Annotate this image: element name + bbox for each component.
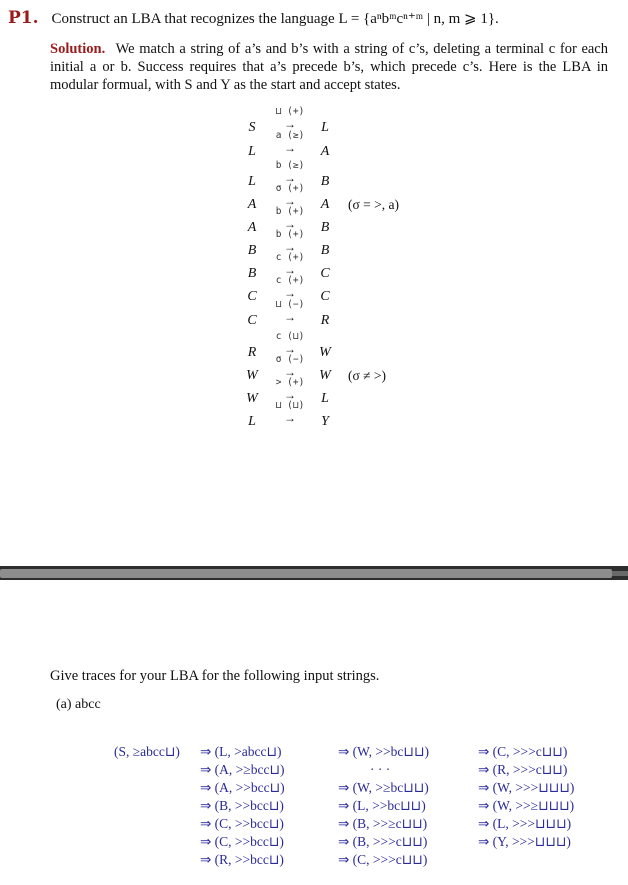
transition-from-state: B	[247, 266, 257, 281]
trace-line: ⇒ (W, >>bc⊔⊔)	[338, 744, 429, 759]
trace-line: ⇒ (R, >>bcc⊔)	[200, 852, 284, 867]
transition-row	[0, 229, 628, 261]
trace-line: ⇒ (L, >abcc⊔)	[200, 744, 282, 759]
transition-label: ⊔ (−)	[275, 299, 305, 310]
transition-to-state: Y	[321, 414, 329, 429]
trace-line: ⇒ (B, >>≥c⊔⊔)	[338, 816, 428, 831]
trace-line: ⇒ (C, >>bcc⊔)	[200, 834, 284, 849]
problem-statement: Construct an LBA that recognizes the language L = {aⁿbᵐcⁿ⁺ᵐ | n, m ⩾ 1}.	[51, 11, 499, 27]
transition-from-state: A	[247, 197, 257, 212]
scrollbar-thumb[interactable]	[0, 569, 612, 578]
trace-line: ⇒ (L, >>bc⊔⊔)	[338, 798, 426, 813]
transition-row	[0, 106, 628, 138]
trace-line: ⇒ (L, >>>⊔⊔⊔)	[478, 816, 572, 831]
transition-label: ⊔ (⊔)	[275, 400, 305, 411]
transition-arrow-icon: →	[284, 310, 296, 324]
transition-note: (σ = >, a)	[348, 197, 399, 212]
transition-from-state: S	[248, 120, 256, 135]
transition-row	[0, 377, 628, 409]
transition-label: > (+)	[275, 377, 305, 388]
trace-line: ⇒ (C, >>>c⊔⊔)	[478, 744, 568, 759]
transition-label: b (+)	[275, 229, 305, 240]
transition-to-state: B	[320, 243, 330, 258]
transition-row	[0, 252, 628, 284]
transition-to-state: B	[320, 174, 330, 189]
transition-label: c (+)	[275, 252, 305, 263]
transition-to-state: W	[319, 368, 331, 383]
transition-from-state: W	[246, 368, 258, 383]
transition-arrow-icon: →	[284, 342, 296, 356]
transition-from-state: L	[248, 144, 256, 159]
solution-paragraph	[50, 40, 608, 94]
transition-row	[0, 331, 628, 363]
transition-row	[0, 183, 628, 215]
problem-header	[8, 8, 618, 28]
transition-label: b (≥)	[275, 160, 305, 171]
part-a-label: (a) abcc	[56, 697, 101, 712]
trace-line: ⇒ (R, >>>c⊔⊔)	[478, 762, 568, 777]
trace-line: ⇒ (A, >>bcc⊔)	[200, 780, 285, 795]
transition-label: σ (+)	[275, 183, 305, 194]
transition-to-state: A	[320, 197, 330, 212]
transition-row	[0, 130, 628, 162]
transition-to-state: A	[320, 144, 330, 159]
transition-label: c (⊔)	[275, 331, 305, 342]
transition-label: a (≥)	[275, 130, 305, 141]
transition-arrow-icon: →	[284, 411, 296, 425]
trace-line: ⇒ (B, >>bcc⊔)	[200, 798, 284, 813]
transition-arrow-icon: →	[284, 117, 296, 131]
solution-text: We match a string of a’s and b’s with a string of c’s, deleting a terminal c for each initial a or b. Success requires that a’s precede b’s, which precede c’s. Here is the LBA in modular formual, with S and Y as the start and accept states.	[50, 41, 608, 93]
trace-line: ⇒ (C, >>>c⊔⊔)	[338, 852, 428, 867]
transition-to-state: C	[320, 289, 330, 304]
transition-label: c (+)	[275, 275, 305, 286]
transition-from-state: C	[247, 313, 257, 328]
transition-row	[0, 400, 628, 432]
transition-from-state: B	[247, 243, 257, 258]
transition-arrow-icon: →	[284, 171, 296, 185]
problem-number: P1.	[8, 8, 39, 28]
transition-from-state: L	[248, 414, 256, 429]
transition-to-state: B	[320, 220, 330, 235]
transition-to-state: C	[320, 266, 330, 281]
transition-to-state: L	[321, 120, 329, 135]
transition-arrow-icon: →	[284, 240, 296, 254]
trace-line: ⇒ (W, >>>⊔⊔⊔)	[478, 780, 575, 795]
transition-arrow-icon: →	[284, 365, 296, 379]
transition-label: b (+)	[275, 206, 305, 217]
transition-row	[0, 354, 628, 386]
transition-row	[0, 160, 628, 192]
trace-line: ⇒ (Y, >>>⊔⊔⊔)	[478, 834, 571, 849]
horizontal-scrollbar[interactable]	[0, 566, 628, 580]
transition-arrow-icon: →	[284, 194, 296, 208]
transition-arrow-icon: →	[284, 217, 296, 231]
transition-arrow-icon: →	[284, 263, 296, 277]
trace-line: ⇒ (B, >>>c⊔⊔)	[338, 834, 428, 849]
transition-from-state: A	[247, 220, 257, 235]
transition-row	[0, 275, 628, 307]
transition-label: ⊔ (+)	[275, 106, 305, 117]
transition-to-state: L	[321, 391, 329, 406]
transition-arrow-icon: →	[284, 141, 296, 155]
trace-line: (S, ≥abcc⊔)	[114, 744, 180, 759]
transition-from-state: R	[247, 345, 257, 360]
transition-to-state: R	[320, 313, 330, 328]
transition-to-state: W	[319, 345, 331, 360]
transition-note: (σ ≠ >)	[348, 368, 387, 383]
trace-line: ⇒ (W, >>≥⊔⊔⊔)	[478, 798, 575, 813]
transition-from-state: W	[246, 391, 258, 406]
transition-from-state: L	[248, 174, 256, 189]
trace-line: ⇒ (A, >≥bcc⊔)	[200, 762, 285, 777]
transition-row	[0, 299, 628, 331]
transition-row	[0, 206, 628, 238]
transition-from-state: C	[247, 289, 257, 304]
transition-arrow-icon: →	[284, 388, 296, 402]
trace-line: ⇒ (W, >≥bc⊔⊔)	[338, 780, 429, 795]
trace-ellipsis: · · ·	[370, 762, 391, 777]
traces-title: Give traces for your LBA for the following input strings.	[50, 668, 380, 684]
solution-label: Solution.	[50, 41, 106, 57]
trace-line: ⇒ (C, >>bcc⊔)	[200, 816, 284, 831]
transition-label: σ (−)	[275, 354, 305, 365]
transition-arrow-icon: →	[284, 286, 296, 300]
